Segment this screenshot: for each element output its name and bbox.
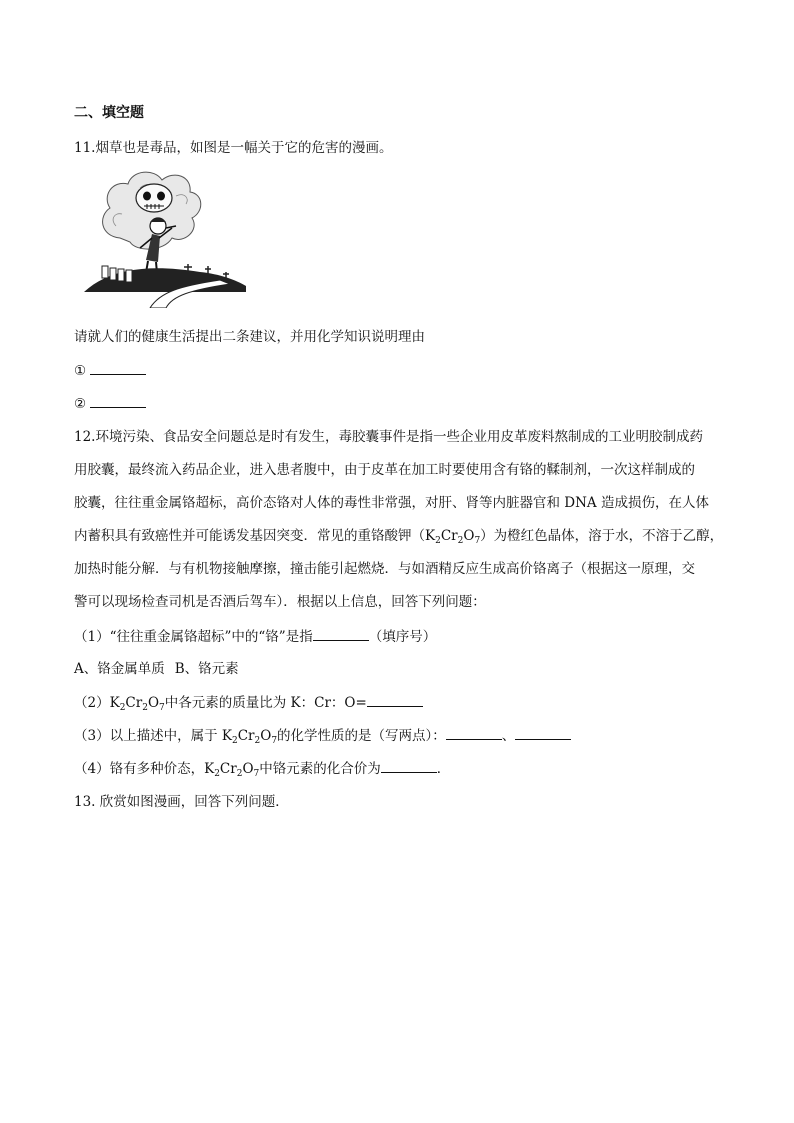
q12-text: O [463, 528, 475, 544]
subscript: 7 [253, 769, 260, 779]
q12-sub1 [74, 627, 436, 646]
q12-sub4-text: O [242, 761, 254, 777]
subscript: 2 [119, 703, 126, 713]
q12-sub2-text: （2）K [74, 695, 120, 711]
option-a: A、铬金属单质 [74, 661, 165, 677]
subscript: 2 [236, 769, 243, 779]
q12-text: ）为橙红色晶体，溶于水，不溶于乙醇， [480, 528, 724, 544]
q12-sub1-text: （1）“往往重金属铬超标”中的“铬”是指 [74, 629, 313, 645]
q12-para-line-2: 用胶囊，最终流入药品企业，进入患者腹中，由于皮革在加工时要使用含有铬的鞣制剂，一次这样制成的 [74, 462, 695, 478]
q11-item2-marker: ② [74, 396, 87, 412]
q12-sub2-text: Cr [125, 695, 143, 711]
q11-answer-1 [74, 361, 146, 380]
q12-para-line-3: 胶囊，往往重金属铬超标，高价态铬对人体的毒性非常强，对肝、肾等内脏器官和 DNA 造成损伤，在人体 [74, 495, 709, 511]
q12-sub1-tail: （填序号） [368, 629, 437, 645]
subscript: 2 [457, 536, 464, 546]
smoking-cartoon-image [80, 168, 248, 308]
q12-sub4-text: （4）铬有多种价态，K [74, 761, 215, 777]
q12-para-line-5: 加热时能分解．与有机物接触摩擦，撞击能引起燃烧．与如酒精反应生成高价铬离子（根据这一原理，交 [74, 561, 695, 577]
q12-text: Cr [440, 528, 458, 544]
q11-answer-2 [74, 394, 146, 413]
q12-sub4-blank[interactable] [381, 759, 437, 773]
q11-prompt: 请就人们的健康生活提出二条建议，并用化学知识说明理由 [74, 329, 425, 345]
q12-sub4-text: Cr [219, 761, 237, 777]
q12-para-line-4 [74, 527, 723, 545]
section-title: 二、填空题 [74, 105, 144, 121]
subscript: 2 [214, 769, 220, 779]
subscript: 2 [231, 736, 238, 746]
subscript: 7 [271, 736, 278, 746]
q12-sub3-blank-1[interactable] [446, 726, 502, 740]
q11-stem: 11.烟草也是毒品，如图是一幅关于它的危害的漫画。 [74, 140, 393, 156]
subscript: 2 [142, 703, 148, 713]
q12-para-line-1: 12.环境污染、食品安全问题总是时有发生，毒胶囊事件是指一些企业用皮革废料熬制成的工业明胶制成药 [74, 429, 703, 445]
q11-answer-2-blank[interactable] [90, 394, 146, 408]
subscript: 2 [435, 536, 441, 546]
q12-options [74, 660, 239, 678]
q12-sub3-text: Cr [237, 728, 255, 744]
q12-sub2 [74, 693, 423, 712]
q13-stem: 13. 欣赏如图漫画，回答下列问题． [74, 794, 289, 810]
subscript: 2 [254, 736, 261, 746]
q12-sub3-separator: 、 [501, 728, 516, 744]
q12-text: 内蓄积具有致癌性并可能诱发基因突变．常见的重铬酸钾（K [74, 528, 436, 544]
q11-answer-1-blank[interactable] [90, 361, 146, 375]
option-b: B、铬元素 [174, 661, 239, 677]
q12-sub2-text: O [147, 695, 160, 711]
q12-para-line-6: 警可以现场检查司机是否酒后驾车）．根据以上信息，回答下列问题： [74, 594, 486, 610]
q12-sub1-blank[interactable] [313, 627, 369, 641]
subscript: 7 [159, 703, 165, 713]
q12-sub3-blank-2[interactable] [515, 726, 571, 740]
subscript: 7 [474, 536, 481, 546]
q12-sub4-text: 中铬元素的化合价为 [259, 761, 381, 777]
q12-sub4 [74, 759, 450, 778]
q12-sub2-text: 中各元素的质量比为 K：Cr：O= [164, 695, 367, 711]
q12-sub4-end: ． [436, 761, 451, 777]
q12-sub2-blank[interactable] [367, 693, 423, 707]
q11-item1-marker: ① [74, 363, 87, 379]
q12-sub3-text: 的化学性质的是（写两点）： [277, 728, 446, 744]
q12-sub3-text: （3）以上描述中，属于 K [74, 728, 232, 744]
q12-sub3-text: O [260, 728, 272, 744]
q12-sub3 [74, 726, 571, 745]
